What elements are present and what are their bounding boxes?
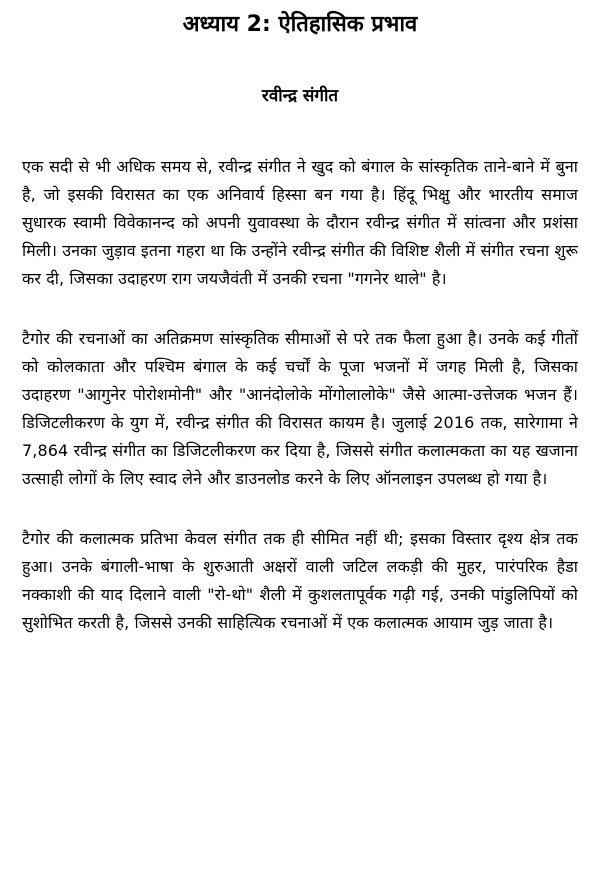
chapter-title: अध्याय 2: ऐतिहासिक प्रभाव — [182, 12, 418, 37]
section-title: रवीन्द्र संगीत — [261, 86, 339, 107]
paragraph-2: टैगोर की रचनाओं का अतिक्रमण सांस्कृतिक सीमाओं से परे तक फैला हुआ है। उनके कई गीतों को कोलकाता और पश्चिम बंगाल के कई चर्चों के पूजा भजनों में जगह मिली है, जिसका उदाहरण "आगुनेर पोरोशमोनी" और "आनंदोलोके मोंगोलालोके" जैसे आत्मा-उत्तेजक भजन हैं। डिजिटलीकरण के युग में, रवीन्द्र संगीत की विरासत कायम है। जुलाई 2016 तक, सारेगामा ने 7,864 रवीन्द्र संगीत का डिजिटलीकरण कर दिया है, जिससे संगीत कलात्मकता का यह खजाना उत्साही लोगों के लिए स्वाद लेने और डाउनलोड करने के लिए ऑनलाइन उपलब्ध हो गया है। — [22, 328, 578, 488]
paragraph-3: टैगोर की कलात्मक प्रतिभा केवल संगीत तक ही सीमित नहीं थी; इसका विस्तार दृश्य क्षेत्र तक हुआ। उनके बंगाली-भाषा के शुरुआती अक्षरों वाली जटिल लकड़ी की मुहर, पारंपरिक हैडा नक्काशी की याद दिलाने वाली "रो-थो" शैली में कुशलतापूर्वक गढ़ी गई, उनकी पांडुलिपियों को सुशोभित करती है, जिससे उनकी साहित्यिक रचनाओं में एक कलात्मक आयाम जुड़ जाता है। — [22, 528, 578, 632]
paragraph-1: एक सदी से भी अधिक समय से, रवीन्द्र संगीत ने खुद को बंगाल के सांस्कृतिक ताने-बाने में बुना है, जो इसकी विरासत का एक अनिवार्य हिस्सा बन गया है। हिंदू भिक्षु और भारतीय समाज सुधारक स्वामी विवेकानन्द को अपनी युवावस्था के दौरान रवीन्द्र संगीत में सांत्वना और प्रशंसा मिली। उनका जुड़ाव इतना गहरा था कि उन्होंने रवीन्द्र संगीत की विशिष्ट शैली में संगीत रचना शुरू कर दी, जिसका उदाहरण राग जयजैवंती में उनकी रचना "गगनेर थाले" है। — [22, 156, 578, 288]
